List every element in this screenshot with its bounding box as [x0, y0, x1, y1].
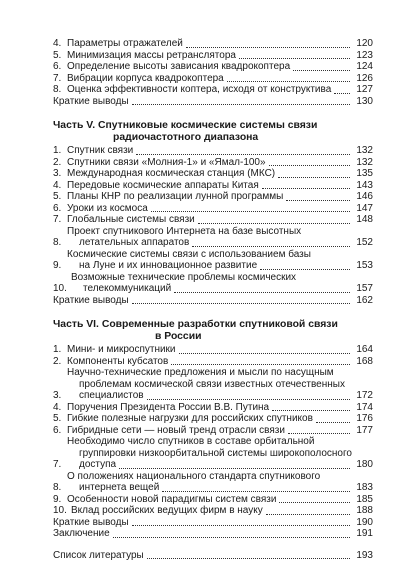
toc-entry[interactable] [53, 436, 373, 471]
part-6-title: Часть VI. Современные разработки спутниковой связи [53, 319, 338, 330]
entry-text: Краткие выводы [53, 96, 129, 108]
toc-top-list [53, 38, 373, 107]
entry-page: 180 [353, 459, 373, 471]
entry-text: Космические системы связи с использованием базы [67, 249, 311, 260]
toc-entry[interactable] [53, 157, 373, 169]
toc-entry[interactable] [53, 471, 373, 494]
entry-number: 5. [53, 191, 67, 203]
leader-dots [288, 433, 350, 434]
entry-page: 127 [353, 84, 373, 96]
entry-number: 7. [53, 73, 67, 85]
entry-text: Особенности новой парадигмы систем связи [67, 494, 276, 506]
entry-number: 4. [53, 180, 67, 192]
entry-page: 164 [353, 344, 373, 356]
leader-dots [192, 246, 350, 247]
entry-page: 176 [353, 413, 373, 425]
entry-text: Мини- и микроспутники [67, 344, 176, 356]
leader-dots [260, 269, 350, 270]
toc-entry[interactable] [53, 145, 373, 157]
toc-entry[interactable] [53, 84, 373, 96]
entry-text: Компоненты кубсатов [67, 356, 168, 368]
toc-entry[interactable] [53, 295, 373, 307]
entry-text: Уроки из космоса [67, 203, 148, 215]
toc-entry[interactable] [53, 180, 373, 192]
leader-dots [151, 211, 350, 212]
leader-dots [186, 47, 350, 48]
leader-dots [227, 81, 350, 82]
entry-text: Определение высоты зависания квадрокоптера [67, 61, 290, 73]
entry-page: 157 [353, 283, 373, 295]
toc-entry[interactable] [53, 191, 373, 203]
leader-dots [179, 353, 350, 354]
toc-entry[interactable] [53, 402, 373, 414]
leader-dots [132, 303, 350, 304]
leader-dots [269, 165, 350, 166]
entry-text: Вклад российских ведущих фирм в науку [71, 505, 263, 517]
entry-text: Международная космическая станция (МКС) [67, 168, 275, 180]
leader-dots [132, 525, 350, 526]
entry-number: 6. [53, 203, 67, 215]
entry-number: 5. [53, 50, 67, 62]
entry-page: 177 [353, 425, 373, 437]
entry-text-continued: группировки низкоорбитальной системы широкополосного [67, 448, 352, 459]
leader-dots [239, 58, 350, 59]
leader-dots [198, 223, 350, 224]
entry-text: Гибридные сети — новый тренд отрасли связи [67, 425, 285, 437]
entry-text: Необходимо число спутников в составе орбитальной [67, 436, 314, 447]
entry-page: 126 [353, 73, 373, 85]
leader-dots [162, 491, 350, 492]
entry-number: 3. [53, 168, 67, 180]
table-of-contents [53, 38, 373, 561]
entry-page: 143 [353, 180, 373, 192]
toc-entry[interactable] [53, 214, 373, 226]
entry-text-continued: летательных аппаратов [67, 237, 189, 249]
entry-number: 1. [53, 145, 67, 157]
entry-number: 8. [53, 482, 67, 494]
entry-page: 188 [353, 505, 373, 517]
entry-text: Возможные технические проблемы космических [71, 272, 296, 283]
entry-number: 10. [53, 283, 71, 295]
entry-text-continued: телекоммуникаций [71, 283, 171, 295]
toc-entry[interactable] [53, 494, 373, 506]
entry-number: 8. [53, 84, 67, 96]
leader-dots [334, 93, 350, 94]
entry-page: 162 [353, 295, 373, 307]
leader-dots [174, 292, 350, 293]
entry-page: 120 [353, 38, 373, 50]
entry-text: Оценка эффективности коптера, исходя от конструктива [67, 84, 331, 96]
toc-entry[interactable] [53, 344, 373, 356]
entry-number: 9. [53, 494, 67, 506]
leader-dots [262, 188, 350, 189]
leader-dots [113, 537, 350, 538]
entry-number: 7. [53, 214, 67, 226]
leader-dots [279, 502, 350, 503]
entry-number: 6. [53, 425, 67, 437]
part-5-list [53, 145, 373, 306]
entry-number: 6. [53, 61, 67, 73]
toc-entry[interactable] [53, 413, 373, 425]
leader-dots [171, 364, 350, 365]
entry-text: Краткие выводы [53, 295, 129, 307]
entry-page: 132 [353, 157, 373, 169]
entry-page: 123 [353, 50, 373, 62]
leader-dots [316, 422, 350, 423]
entry-page: 190 [353, 517, 373, 529]
entry-number: 4. [53, 38, 67, 50]
toc-entry[interactable] [53, 367, 373, 402]
toc-entry[interactable] [53, 517, 373, 529]
entry-number: 1. [53, 344, 67, 356]
part-5-subtitle: радиочастотного диапазона [53, 132, 373, 144]
part-6-subtitle: в России [53, 331, 373, 343]
leader-dots [147, 399, 350, 400]
entry-text: Поручения Президента России В.В. Путина [67, 402, 269, 414]
entry-page: 183 [353, 482, 373, 494]
entry-page: 193 [353, 550, 373, 561]
toc-entry[interactable] [53, 50, 373, 62]
leader-dots [272, 410, 350, 411]
entry-page: 132 [353, 145, 373, 157]
part-6-list [53, 344, 373, 540]
entry-page: 148 [353, 214, 373, 226]
entry-number: 5. [53, 413, 67, 425]
toc-entry[interactable] [53, 528, 373, 540]
entry-text: Вибрации корпуса квадрокоптера [67, 73, 224, 85]
leader-dots [136, 154, 350, 155]
entry-text: Минимизация массы ретранслятора [67, 50, 236, 62]
entry-page: 152 [353, 237, 373, 249]
entry-number: 4. [53, 402, 67, 414]
entry-number: 10. [53, 505, 71, 517]
entry-number: 3. [53, 390, 67, 402]
entry-number: 9. [53, 260, 67, 272]
entry-page: 191 [353, 528, 373, 540]
entry-text-continued: проблемам космической связи известных отечественных [67, 379, 345, 390]
entry-text-continued: на Луне и их инновационное развитие [67, 260, 257, 272]
entry-page: 147 [353, 203, 373, 215]
leader-dots [132, 104, 350, 105]
entry-text: Спутники связи «Молния-1» и «Ямал-100» [67, 157, 266, 169]
entry-page: 153 [353, 260, 373, 272]
entry-page: 168 [353, 356, 373, 368]
bibliography-entry[interactable] [53, 550, 373, 561]
entry-page: 172 [353, 390, 373, 402]
entry-page: 174 [353, 402, 373, 414]
toc-entry[interactable] [53, 425, 373, 437]
toc-entry[interactable] [53, 272, 373, 295]
toc-entry[interactable] [53, 168, 373, 180]
toc-entry[interactable] [53, 249, 373, 272]
entry-number: 8. [53, 237, 67, 249]
entry-text: Научно-технические предложения и мысли по насущным [67, 367, 334, 378]
toc-entry[interactable] [53, 38, 373, 50]
leader-dots [119, 468, 350, 469]
entry-text-continued: интернета вещей [67, 482, 159, 494]
entry-text: Спутник связи [67, 145, 133, 157]
toc-entry[interactable] [53, 73, 373, 85]
entry-number: 2. [53, 356, 67, 368]
entry-page: 146 [353, 191, 373, 203]
entry-text-continued: специалистов [67, 390, 144, 402]
part-6-heading [53, 319, 373, 342]
entry-page: 135 [353, 168, 373, 180]
leader-dots [147, 558, 350, 559]
entry-text: Проект спутникового Интернета на базе высотных [67, 226, 301, 237]
entry-text: Глобальные системы связи [67, 214, 195, 226]
entry-number: 2. [53, 157, 67, 169]
toc-entry[interactable] [53, 505, 373, 517]
part-5-title: Часть V. Спутниковые космические системы связи [53, 120, 317, 131]
entry-text: Краткие выводы [53, 517, 129, 529]
leader-dots [293, 70, 350, 71]
toc-entry[interactable] [53, 356, 373, 368]
entry-text: Передовые космические аппараты Китая [67, 180, 259, 192]
leader-dots [286, 200, 350, 201]
entry-text-continued: доступа [67, 459, 116, 471]
toc-entry[interactable] [53, 61, 373, 73]
entry-text: Параметры отражателей [67, 38, 183, 50]
entry-page: 124 [353, 61, 373, 73]
toc-entry[interactable] [53, 203, 373, 215]
leader-dots [278, 177, 350, 178]
entry-page: 185 [353, 494, 373, 506]
toc-entry[interactable] [53, 96, 373, 108]
entry-text: Список литературы [53, 550, 144, 561]
part-5-heading [53, 120, 373, 143]
toc-entry[interactable] [53, 226, 373, 249]
leader-dots [266, 514, 350, 515]
entry-text: Заключение [53, 528, 110, 540]
entry-text: О положениях национального стандарта спутникового [67, 471, 320, 482]
entry-number: 7. [53, 459, 67, 471]
entry-text: Планы КНР по реализации лунной программы [67, 191, 283, 203]
entry-page: 130 [353, 96, 373, 108]
entry-text: Гибкие полезные нагрузки для российских спутников [67, 413, 313, 425]
